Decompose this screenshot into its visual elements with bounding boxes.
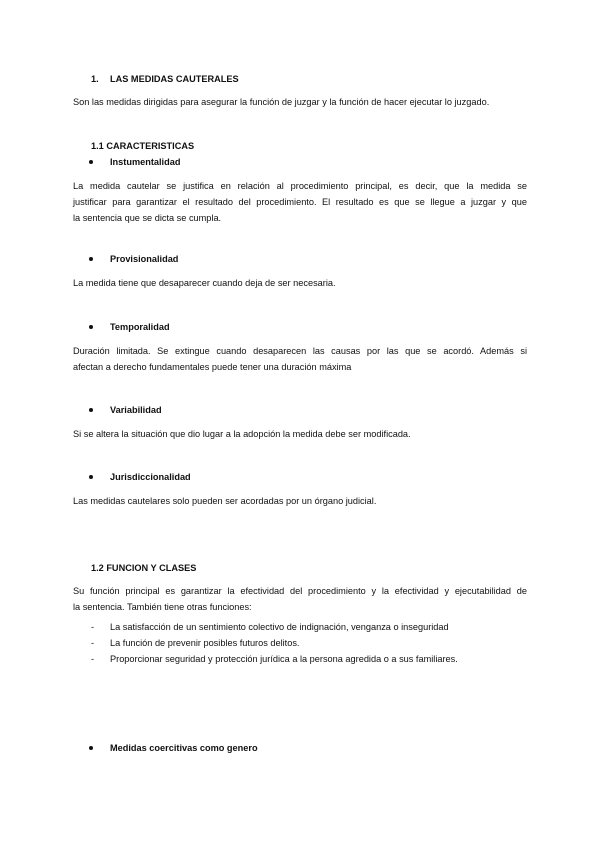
item-heading-instrumentalidad: Instumentalidad <box>110 157 181 167</box>
list-item: La satisfacción de un sentimiento colectivo de indignación, venganza o inseguridad <box>110 622 449 632</box>
paragraph-line: La medida cautelar se justifica en relación al procedimiento principal, es decir, que la medida se <box>73 181 527 191</box>
dash-icon: - <box>91 622 95 632</box>
bullet-icon <box>89 475 93 479</box>
bullet-icon <box>89 160 93 164</box>
paragraph-line: Las medidas cautelares solo pueden ser acordadas por un órgano judicial. <box>73 496 377 506</box>
paragraph-line: la sentencia. También tiene otras funciones: <box>73 602 252 612</box>
paragraph-line: Duración limitada. Se extingue cuando desaparecen las causas por las que se acordó. Además si <box>73 346 527 356</box>
paragraph-line: la sentencia que se dicta se cumpla. <box>73 213 222 223</box>
bullet-icon <box>89 257 93 261</box>
section12-intro <box>73 583 527 615</box>
paragraph-line: afectan a derecho fundamentales puede tener una duración máxima <box>73 362 352 372</box>
bullet-icon <box>89 325 93 329</box>
item-heading-medidas-coercitivas: Medidas coercitivas como genero <box>110 743 258 753</box>
dash-icon: - <box>91 638 95 648</box>
subsection-title-caracteristicas: 1.1 CARACTERISTICAS <box>91 141 195 151</box>
item-paragraph-jurisdiccionalidad <box>73 493 527 509</box>
paragraph-line: Si se altera la situación que dio lugar a la adopción la medida debe ser modificada. <box>73 429 411 439</box>
item-paragraph-instrumentalidad <box>73 178 527 226</box>
paragraph-line: Su función principal es garantizar la efectividad del procedimiento y la efectividad y ejecutabilidad de <box>73 586 527 596</box>
item-heading-provisionalidad: Provisionalidad <box>110 254 179 264</box>
section-title: LAS MEDIDAS CAUTERALES <box>110 74 239 84</box>
item-paragraph-variabilidad <box>73 426 527 442</box>
paragraph-line: La medida tiene que desaparecer cuando deja de ser necesaria. <box>73 278 336 288</box>
item-paragraph-temporalidad <box>73 343 527 375</box>
bullet-icon <box>89 408 93 412</box>
item-heading-temporalidad: Temporalidad <box>110 322 170 332</box>
bullet-icon <box>89 746 93 750</box>
subsection-title-funcion: 1.2 FUNCION Y CLASES <box>91 563 197 573</box>
item-heading-variabilidad: Variabilidad <box>110 405 162 415</box>
list-item: La función de prevenir posibles futuros delitos. <box>110 638 300 648</box>
item-heading-jurisdiccionalidad: Jurisdiccionalidad <box>110 472 191 482</box>
item-paragraph-provisionalidad <box>73 275 527 291</box>
dash-icon: - <box>91 654 95 664</box>
paragraph-line: justificar para garantizar el resultado del procedimiento. El resultado es que se llegue a juzgar y que <box>73 197 527 207</box>
section-intro: Son las medidas dirigidas para asegurar la función de juzgar y la función de hacer ejecutar lo juzgado. <box>73 97 490 107</box>
list-item: Proporcionar seguridad y protección jurídica a la persona agredida o a sus familiares. <box>110 654 458 664</box>
section-number: 1. <box>91 74 99 84</box>
